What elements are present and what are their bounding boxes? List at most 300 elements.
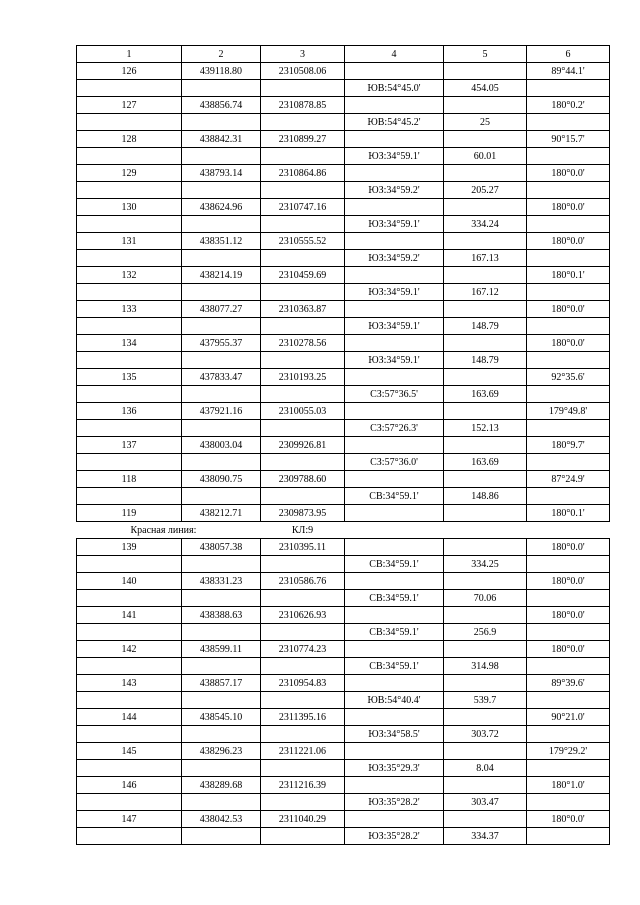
- table-cell: 167.13: [444, 250, 527, 267]
- table-cell: [527, 114, 610, 131]
- table-cell: [345, 811, 444, 828]
- table-cell: 119: [77, 505, 182, 522]
- table-cell: [182, 692, 261, 709]
- table-cell: [345, 573, 444, 590]
- table-cell: 180°0.0': [527, 641, 610, 658]
- table-cell: 180°0.1': [527, 505, 610, 522]
- table-cell: 180°0.0': [527, 811, 610, 828]
- table-cell: 180°0.1': [527, 267, 610, 284]
- table-cell: 438003.04: [182, 437, 261, 454]
- table-cell: [444, 743, 527, 760]
- table-cell: 152.13: [444, 420, 527, 437]
- table-cell: 133: [77, 301, 182, 318]
- table-cell: ЮЗ:34°58.5': [345, 726, 444, 743]
- table-row: [77, 641, 610, 658]
- table-cell: [527, 284, 610, 301]
- header-cell: 6: [527, 46, 610, 63]
- table-cell: [345, 743, 444, 760]
- table-cell: [261, 658, 345, 675]
- table-cell: 145: [77, 743, 182, 760]
- table-cell: [77, 420, 182, 437]
- table-cell: 132: [77, 267, 182, 284]
- table-cell: 303.47: [444, 794, 527, 811]
- table-cell: [444, 641, 527, 658]
- table-cell: 314.98: [444, 658, 527, 675]
- table-cell: [261, 182, 345, 199]
- table-cell: [182, 420, 261, 437]
- table-cell: 437955.37: [182, 335, 261, 352]
- table-cell: 89°39.6': [527, 675, 610, 692]
- table-cell: [527, 250, 610, 267]
- table-row: [77, 80, 610, 97]
- table-cell: 92°35.6': [527, 369, 610, 386]
- table-cell: 2311395.16: [261, 709, 345, 726]
- table-cell: 2309926.81: [261, 437, 345, 454]
- table-row: [77, 607, 610, 624]
- table-cell: 438351.12: [182, 233, 261, 250]
- table-cell: [345, 199, 444, 216]
- table-cell: 87°24.9': [527, 471, 610, 488]
- table-cell: [444, 233, 527, 250]
- section-label: Красная линия:: [130, 524, 197, 536]
- table-cell: 180°0.2': [527, 97, 610, 114]
- table-cell: 180°0.0': [527, 233, 610, 250]
- table-cell: 437921.16: [182, 403, 261, 420]
- table-cell: 180°0.0': [527, 607, 610, 624]
- table-row: [77, 250, 610, 267]
- table-cell: [345, 165, 444, 182]
- table-cell: [182, 624, 261, 641]
- table-row: [77, 743, 610, 760]
- table-cell: [182, 284, 261, 301]
- table-header-row: [77, 46, 610, 63]
- table-row: [77, 97, 610, 114]
- table-cell: 130: [77, 199, 182, 216]
- table-cell: [444, 97, 527, 114]
- table-cell: [345, 539, 444, 556]
- table-cell: 438856.74: [182, 97, 261, 114]
- table-cell: 89°44.1': [527, 63, 610, 80]
- table-cell: 148.79: [444, 352, 527, 369]
- coordinates-table: [76, 45, 610, 845]
- table-cell: ЮЗ:35°28.2': [345, 794, 444, 811]
- table-cell: 140: [77, 573, 182, 590]
- table-cell: 334.25: [444, 556, 527, 573]
- table-row: [77, 369, 610, 386]
- table-cell: 438624.96: [182, 199, 261, 216]
- table-row: [77, 760, 610, 777]
- table-cell: 70.06: [444, 590, 527, 607]
- table-cell: 131: [77, 233, 182, 250]
- table-cell: [261, 216, 345, 233]
- table-row: [77, 828, 610, 845]
- table-row: [77, 301, 610, 318]
- table-cell: [527, 658, 610, 675]
- table-cell: СВ:34°59.1': [345, 658, 444, 675]
- table-cell: [77, 318, 182, 335]
- header-cell: 5: [444, 46, 527, 63]
- table-cell: 303.72: [444, 726, 527, 743]
- table-cell: [77, 114, 182, 131]
- table-cell: [527, 590, 610, 607]
- table-cell: 2310899.27: [261, 131, 345, 148]
- table-cell: 8.04: [444, 760, 527, 777]
- table-row: [77, 216, 610, 233]
- section-break: [77, 522, 610, 539]
- table-cell: [182, 318, 261, 335]
- table-cell: 2310586.76: [261, 573, 345, 590]
- table-row: [77, 573, 610, 590]
- table-cell: 438057.38: [182, 539, 261, 556]
- table-body-part-1: [77, 63, 610, 522]
- table-cell: [527, 386, 610, 403]
- table-cell: 147: [77, 811, 182, 828]
- table-cell: [182, 726, 261, 743]
- table-cell: 439118.80: [182, 63, 261, 80]
- table-cell: [345, 403, 444, 420]
- table-cell: [527, 624, 610, 641]
- table-cell: 2309788.60: [261, 471, 345, 488]
- table-cell: ЮЗ:34°59.1': [345, 284, 444, 301]
- table-cell: ЮВ:54°40.4': [345, 692, 444, 709]
- table-cell: 90°15.7': [527, 131, 610, 148]
- table-cell: 2310363.87: [261, 301, 345, 318]
- table-cell: 2310193.25: [261, 369, 345, 386]
- table-cell: 148.79: [444, 318, 527, 335]
- table-cell: [182, 590, 261, 607]
- table-cell: [182, 216, 261, 233]
- table-cell: 128: [77, 131, 182, 148]
- table-cell: ЮЗ:34°59.2': [345, 250, 444, 267]
- table-cell: ЮЗ:34°59.1': [345, 148, 444, 165]
- table-row: [77, 148, 610, 165]
- table-row: [77, 352, 610, 369]
- table-cell: 2311216.39: [261, 777, 345, 794]
- table-cell: [182, 386, 261, 403]
- table-cell: 2310459.69: [261, 267, 345, 284]
- table-cell: [444, 539, 527, 556]
- table-row: [77, 335, 610, 352]
- table-cell: [182, 658, 261, 675]
- table-cell: [261, 318, 345, 335]
- table-cell: [345, 369, 444, 386]
- table-cell: 2310055.03: [261, 403, 345, 420]
- table-row: [77, 539, 610, 556]
- table-row: [77, 199, 610, 216]
- header-cell: 4: [345, 46, 444, 63]
- table-cell: [261, 420, 345, 437]
- table-cell: 136: [77, 403, 182, 420]
- table-body-part-2: [77, 539, 610, 845]
- header-cell: 1: [77, 46, 182, 63]
- table-cell: 141: [77, 607, 182, 624]
- table-cell: 180°0.0': [527, 573, 610, 590]
- table-cell: 179°29.2': [527, 743, 610, 760]
- table-cell: 438857.17: [182, 675, 261, 692]
- table-cell: [527, 454, 610, 471]
- table-cell: 2310626.93: [261, 607, 345, 624]
- table-cell: [77, 760, 182, 777]
- table-cell: СЗ:57°36.0': [345, 454, 444, 471]
- table-cell: 118: [77, 471, 182, 488]
- table-cell: [444, 811, 527, 828]
- table-row: [77, 386, 610, 403]
- table-cell: [345, 505, 444, 522]
- table-cell: СЗ:57°36.5': [345, 386, 444, 403]
- table-cell: 139: [77, 539, 182, 556]
- table-row: [77, 182, 610, 199]
- table-cell: [182, 556, 261, 573]
- table-row: [77, 709, 610, 726]
- table-cell: 129: [77, 165, 182, 182]
- table-cell: [261, 590, 345, 607]
- table-cell: ЮЗ:34°59.1': [345, 318, 444, 335]
- table-cell: ЮЗ:34°59.1': [345, 216, 444, 233]
- table-cell: 148.86: [444, 488, 527, 505]
- table-cell: 90°21.0': [527, 709, 610, 726]
- table-cell: [345, 607, 444, 624]
- table-cell: 60.01: [444, 148, 527, 165]
- table-cell: [182, 148, 261, 165]
- table-row: [77, 437, 610, 454]
- table-cell: [444, 301, 527, 318]
- table-cell: 2310954.83: [261, 675, 345, 692]
- table-cell: [182, 488, 261, 505]
- table-cell: 437833.47: [182, 369, 261, 386]
- table-cell: [77, 148, 182, 165]
- table-row: [77, 692, 610, 709]
- table-cell: 2310278.56: [261, 335, 345, 352]
- table-cell: [527, 556, 610, 573]
- table-cell: 180°0.0': [527, 165, 610, 182]
- table-cell: СВ:34°59.1': [345, 556, 444, 573]
- table-cell: СВ:34°59.1': [345, 488, 444, 505]
- table-cell: [182, 352, 261, 369]
- table-cell: 205.27: [444, 182, 527, 199]
- table-cell: 438599.11: [182, 641, 261, 658]
- table-cell: [527, 318, 610, 335]
- section-code: КЛ:9: [291, 524, 314, 536]
- table-row: [77, 777, 610, 794]
- table-cell: 137: [77, 437, 182, 454]
- table-cell: [77, 284, 182, 301]
- table-cell: 163.69: [444, 386, 527, 403]
- table-row: [77, 114, 610, 131]
- table-cell: 438793.14: [182, 165, 261, 182]
- table-cell: [345, 709, 444, 726]
- table-cell: 256.9: [444, 624, 527, 641]
- table-cell: 438090.75: [182, 471, 261, 488]
- table-cell: [182, 80, 261, 97]
- table-cell: [77, 828, 182, 845]
- table-cell: [345, 233, 444, 250]
- table-cell: [444, 437, 527, 454]
- table-row: [77, 165, 610, 182]
- table-cell: 135: [77, 369, 182, 386]
- table-cell: [77, 488, 182, 505]
- table-cell: [527, 420, 610, 437]
- table-cell: 438077.27: [182, 301, 261, 318]
- table-cell: ЮЗ:35°28.2': [345, 828, 444, 845]
- table-cell: [444, 165, 527, 182]
- table-cell: [261, 386, 345, 403]
- table-cell: 2310395.11: [261, 539, 345, 556]
- table-row: [77, 284, 610, 301]
- table-row: [77, 624, 610, 641]
- table-cell: [77, 352, 182, 369]
- table-cell: [444, 369, 527, 386]
- table-cell: [77, 216, 182, 233]
- table-cell: 180°1.0': [527, 777, 610, 794]
- table-cell: [261, 794, 345, 811]
- table-cell: 144: [77, 709, 182, 726]
- table-cell: [345, 301, 444, 318]
- table-cell: [261, 454, 345, 471]
- table-cell: [261, 114, 345, 131]
- table-cell: 180°0.0': [527, 199, 610, 216]
- header-cell: 2: [182, 46, 261, 63]
- table-cell: [261, 352, 345, 369]
- table-cell: [77, 658, 182, 675]
- table-row: [77, 131, 610, 148]
- table-cell: 438212.71: [182, 505, 261, 522]
- table-cell: [77, 590, 182, 607]
- document-page: [76, 45, 609, 845]
- table-cell: [261, 250, 345, 267]
- table-cell: [182, 250, 261, 267]
- table-cell: [444, 573, 527, 590]
- table-cell: 2310878.85: [261, 97, 345, 114]
- table-row: [77, 63, 610, 80]
- table-row: [77, 267, 610, 284]
- table-cell: [345, 437, 444, 454]
- table-cell: 2311040.29: [261, 811, 345, 828]
- table-cell: 438042.53: [182, 811, 261, 828]
- table-cell: [77, 794, 182, 811]
- table-cell: [345, 63, 444, 80]
- table-cell: [261, 148, 345, 165]
- table-row: [77, 233, 610, 250]
- table-cell: 142: [77, 641, 182, 658]
- table-row: [77, 488, 610, 505]
- table-cell: 2310864.86: [261, 165, 345, 182]
- table-cell: ЮВ:54°45.2': [345, 114, 444, 131]
- table-cell: 2310508.06: [261, 63, 345, 80]
- table-cell: 180°9.7': [527, 437, 610, 454]
- table-cell: [261, 80, 345, 97]
- table-row: [77, 318, 610, 335]
- table-cell: СВ:34°59.1': [345, 590, 444, 607]
- table-cell: [77, 692, 182, 709]
- table-cell: [527, 692, 610, 709]
- table-cell: [527, 828, 610, 845]
- table-cell: [527, 80, 610, 97]
- table-cell: [444, 63, 527, 80]
- table-cell: [182, 454, 261, 471]
- table-cell: 438214.19: [182, 267, 261, 284]
- table-cell: [182, 794, 261, 811]
- table-cell: [527, 216, 610, 233]
- table-cell: 334.37: [444, 828, 527, 845]
- table-cell: [527, 352, 610, 369]
- table-cell: [345, 97, 444, 114]
- table-cell: [527, 760, 610, 777]
- table-cell: 438296.23: [182, 743, 261, 760]
- table-cell: [182, 114, 261, 131]
- table-cell: [182, 828, 261, 845]
- table-cell: 2311221.06: [261, 743, 345, 760]
- table-cell: ЮЗ:34°59.2': [345, 182, 444, 199]
- table-cell: [345, 471, 444, 488]
- table-cell: [261, 726, 345, 743]
- table-cell: [444, 131, 527, 148]
- table-row: [77, 471, 610, 488]
- table-cell: [182, 760, 261, 777]
- table-row: [77, 590, 610, 607]
- table-row: [77, 403, 610, 420]
- table-cell: [444, 403, 527, 420]
- table-cell: [527, 182, 610, 199]
- table-cell: [261, 624, 345, 641]
- table-cell: [527, 726, 610, 743]
- table-cell: 438289.68: [182, 777, 261, 794]
- table-cell: [444, 675, 527, 692]
- table-cell: ЮВ:54°45.0': [345, 80, 444, 97]
- table-cell: [77, 454, 182, 471]
- table-cell: СЗ:57°26.3': [345, 420, 444, 437]
- table-cell: 2309873.95: [261, 505, 345, 522]
- table-cell: 539.7: [444, 692, 527, 709]
- header-cell: 3: [261, 46, 345, 63]
- table-cell: [444, 709, 527, 726]
- table-cell: 438842.31: [182, 131, 261, 148]
- table-cell: [444, 199, 527, 216]
- table-cell: [444, 335, 527, 352]
- table-cell: [77, 386, 182, 403]
- table-row: [77, 794, 610, 811]
- table-cell: 179°49.8': [527, 403, 610, 420]
- table-cell: 146: [77, 777, 182, 794]
- table-row: [77, 726, 610, 743]
- table-cell: [345, 675, 444, 692]
- table-cell: [527, 794, 610, 811]
- table-cell: [345, 335, 444, 352]
- table-cell: [77, 726, 182, 743]
- table-cell: [77, 182, 182, 199]
- table-row: [77, 675, 610, 692]
- table-cell: 134: [77, 335, 182, 352]
- table-cell: 180°0.0': [527, 335, 610, 352]
- table-cell: [77, 250, 182, 267]
- table-cell: [261, 488, 345, 505]
- table-cell: [444, 471, 527, 488]
- table-cell: [77, 80, 182, 97]
- table-cell: 334.24: [444, 216, 527, 233]
- table-cell: 438545.10: [182, 709, 261, 726]
- table-cell: 454.05: [444, 80, 527, 97]
- table-cell: 438388.63: [182, 607, 261, 624]
- table-cell: [345, 641, 444, 658]
- table-cell: [527, 148, 610, 165]
- table-cell: [527, 488, 610, 505]
- table-cell: [345, 267, 444, 284]
- table-cell: СВ:34°59.1': [345, 624, 444, 641]
- table-cell: 2310774.23: [261, 641, 345, 658]
- table-cell: [444, 777, 527, 794]
- table-cell: [261, 692, 345, 709]
- table-cell: [444, 607, 527, 624]
- table-cell: [345, 777, 444, 794]
